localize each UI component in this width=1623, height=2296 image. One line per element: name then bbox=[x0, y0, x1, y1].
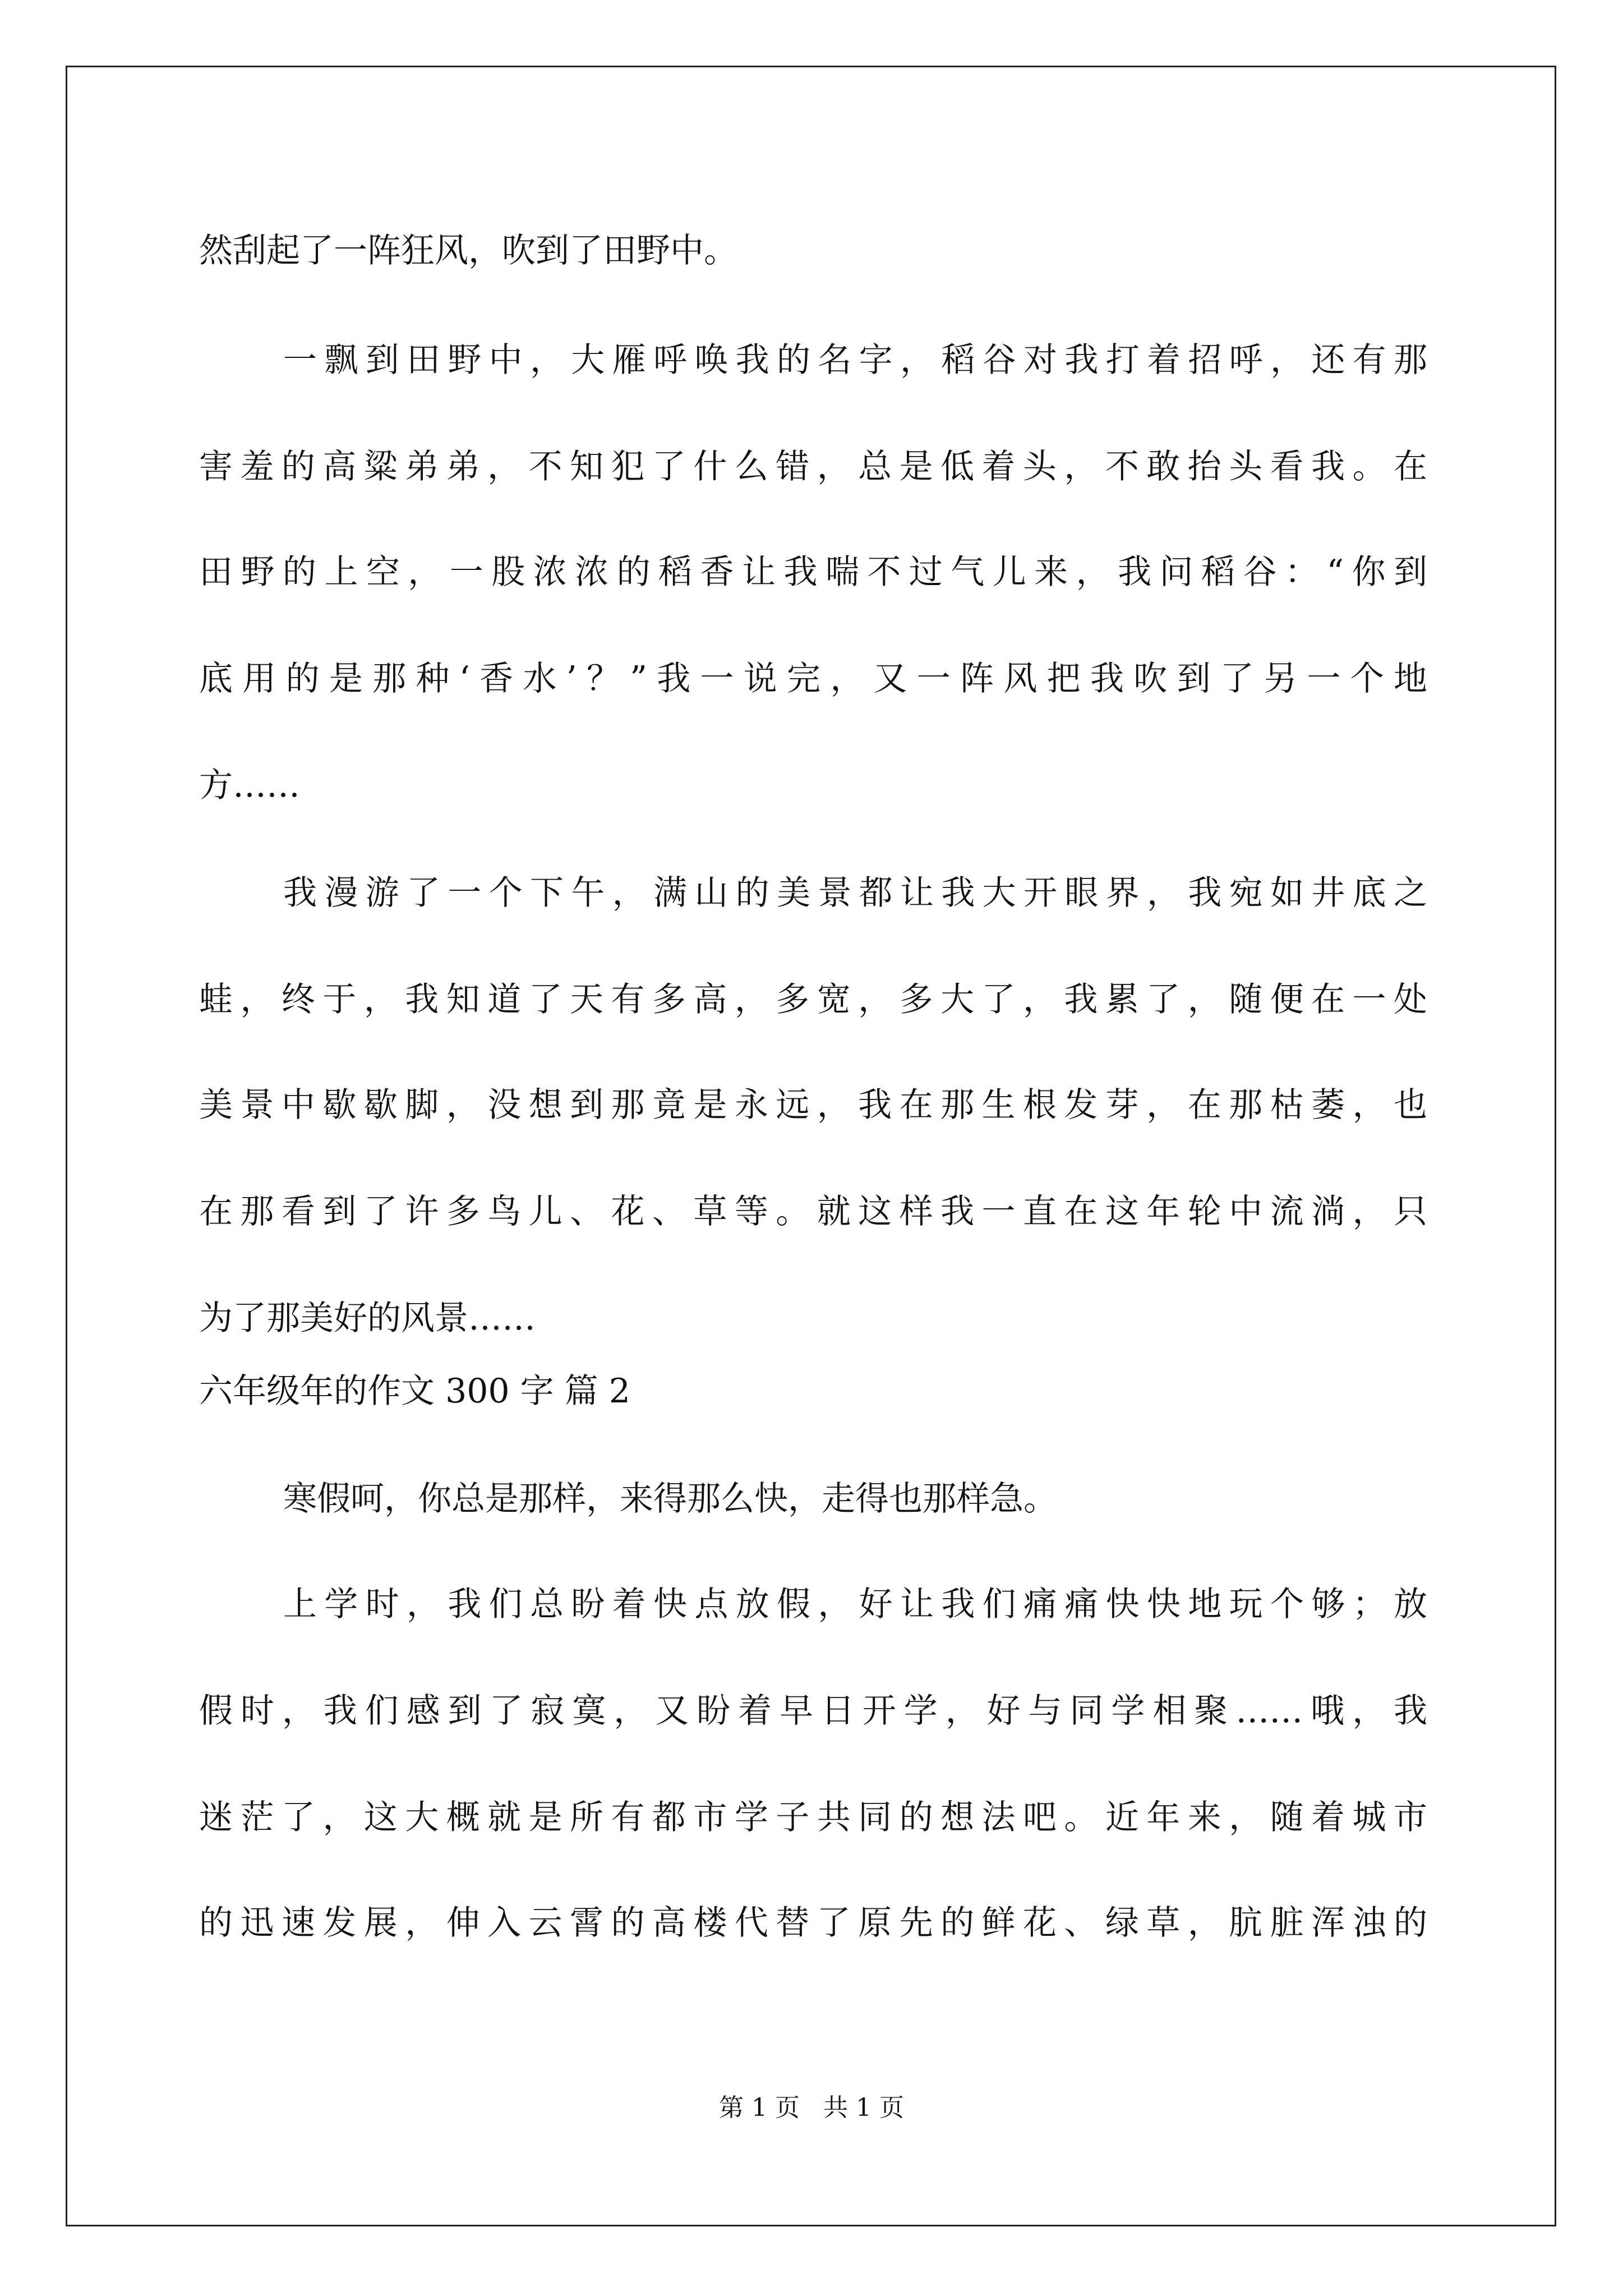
text-line: 蛙，终于，我知道了天有多高，多宽，多大了，我累了，随便在一处 bbox=[199, 980, 1427, 1019]
paragraph-first-line: 上学时，我们总盼着快点放假，好让我们痛痛快快地玩个够；放 bbox=[283, 1585, 1427, 1624]
text-line: 方…… bbox=[199, 766, 300, 805]
text-line: 田野的上空，一股浓浓的稻香让我喘不过气儿来，我问稻谷：“你到 bbox=[199, 553, 1427, 592]
text-line: 底用的是那种‘香水’？”我一说完，又一阵风把我吹到了另一个地 bbox=[199, 659, 1427, 698]
page-footer: 第 1 页 共 1 页 bbox=[719, 2093, 904, 2122]
paragraph-first-line: 寒假呵，你总是那样，来得那么快，走得也那样急。 bbox=[283, 1479, 1057, 1519]
text-line: 为了那美好的风景…… bbox=[199, 1299, 536, 1338]
text-line: 美景中歇歇脚，没想到那竟是永远，我在那生根发芽，在那枯萎，也 bbox=[199, 1085, 1427, 1125]
paragraph-first-line: 我漫游了一个下午，满山的美景都让我大开眼界，我宛如井底之 bbox=[283, 873, 1427, 913]
text-line: 假时，我们感到了寂寞，又盼着早日开学，好与同学相聚……哦，我 bbox=[199, 1691, 1427, 1731]
paragraph-first-line: 一飘到田野中，大雁呼唤我的名字，稻谷对我打着招呼，还有那 bbox=[283, 341, 1427, 380]
text-line: 迷茫了，这大概就是所有都市学子共同的想法吧。近年来，随着城市 bbox=[199, 1798, 1427, 1837]
section-heading: 六年级年的作文 300 字 篇 2 bbox=[199, 1372, 630, 1411]
text-line: 的迅速发展，伸入云霄的高楼代替了原先的鲜花、绿草，肮脏浑浊的 bbox=[199, 1903, 1427, 1943]
text-line: 在那看到了许多鸟儿、花、草等。就这样我一直在这年轮中流淌，只 bbox=[199, 1192, 1427, 1231]
text-line: 害羞的高粱弟弟，不知犯了什么错，总是低着头，不敢抬头看我。在 bbox=[199, 447, 1427, 486]
text-line: 然刮起了一阵狂风，吹到了田野中。 bbox=[199, 231, 737, 270]
